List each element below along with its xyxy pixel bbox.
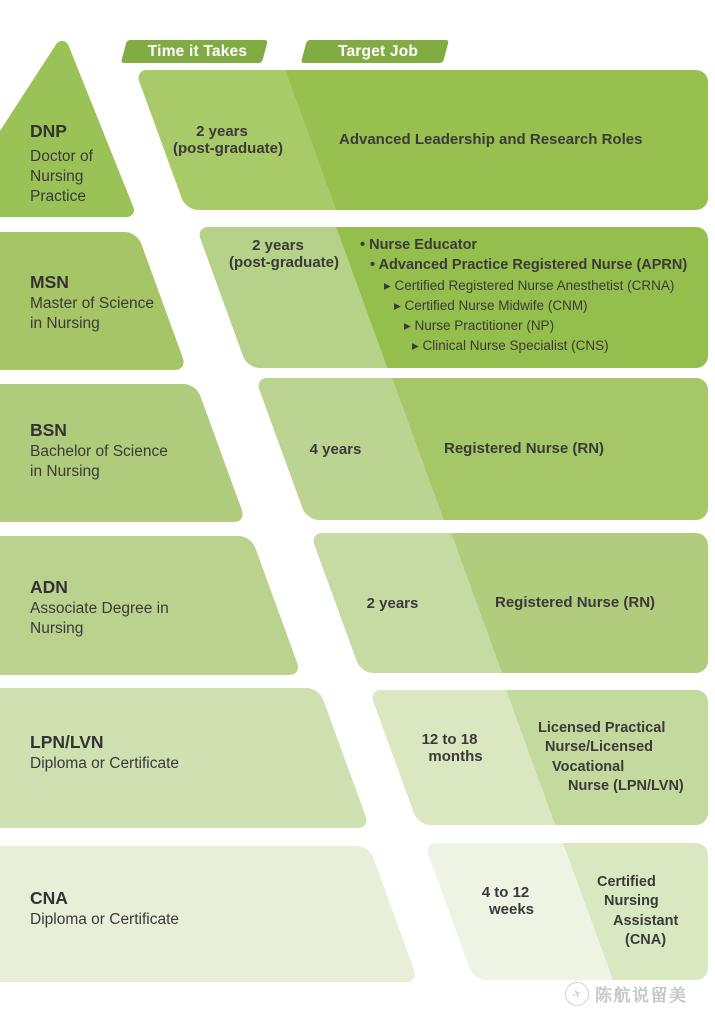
degree-name-line: Diploma or Certificate bbox=[30, 755, 180, 772]
degree-name-line: Practice bbox=[30, 188, 86, 205]
degree-abbr: CNA bbox=[30, 888, 68, 908]
degree-label-bsn bbox=[30, 418, 168, 482]
degree-name-line: Nursing bbox=[30, 168, 84, 185]
degree-label-dnp bbox=[30, 119, 93, 207]
time-value: 2 years bbox=[366, 594, 419, 612]
job-sub-item: ▸ Certified Registered Nurse Anesthetist (CRNA) bbox=[384, 278, 675, 293]
job-bullet: • Nurse Educator bbox=[360, 237, 478, 253]
job-sub-item: ▸ Nurse Practitioner (NP) bbox=[404, 318, 555, 333]
degree-abbr: DNP bbox=[30, 121, 67, 141]
job-value: Licensed Practical Nurse/Licensed Vocational Nurse (LPN/LVN) bbox=[538, 719, 684, 794]
time-value: 12 to 18 months bbox=[421, 730, 483, 765]
time-column-header: Time it Takes bbox=[147, 42, 248, 60]
degree-name-line: in Nursing bbox=[30, 315, 100, 332]
degree-name-line: Nursing bbox=[30, 620, 84, 637]
job-column-header: Target Job bbox=[337, 42, 419, 60]
job-sub-item: ▸ Clinical Nurse Specialist (CNS) bbox=[412, 338, 609, 353]
degree-abbr: LPN/LVN bbox=[30, 732, 104, 752]
job-value: Registered Nurse (RN) bbox=[495, 594, 656, 612]
time-value: 4 years bbox=[309, 440, 362, 458]
degree-abbr: MSN bbox=[30, 272, 69, 292]
degree-name-line: Bachelor of Science bbox=[30, 443, 168, 460]
degree-abbr: BSN bbox=[30, 420, 67, 440]
job-value: Advanced Leadership and Research Roles bbox=[339, 131, 643, 149]
degree-name-line: Doctor of bbox=[30, 148, 93, 165]
degree-label-cna bbox=[30, 886, 179, 930]
degree-name-line: Diploma or Certificate bbox=[30, 911, 180, 928]
time-value: 2 years (post-graduate) bbox=[229, 237, 339, 271]
degree-label-msn bbox=[30, 270, 154, 334]
time-value: 4 to 12 weeks bbox=[481, 883, 535, 918]
job-value: Certified Nursing Assistant (CNA) bbox=[597, 873, 679, 948]
watermark bbox=[565, 981, 688, 1006]
job-value bbox=[360, 227, 708, 355]
job-value: Registered Nurse (RN) bbox=[444, 440, 605, 458]
degree-label-lpn-lvn bbox=[30, 730, 179, 774]
degree-label-adn bbox=[30, 575, 169, 639]
job-bullet: • Advanced Practice Registered Nurse (APRN) bbox=[370, 257, 688, 273]
degree-name-line: Master of Science bbox=[30, 295, 155, 312]
degree-name-line: Associate Degree in bbox=[30, 600, 169, 617]
degree-abbr: ADN bbox=[30, 577, 68, 597]
degree-name-line: in Nursing bbox=[30, 463, 100, 480]
airplane-doodle-icon: ✈ bbox=[561, 978, 593, 1010]
time-value: 2 years (post-graduate) bbox=[173, 123, 283, 157]
job-sub-item: ▸ Certified Nurse Midwife (CNM) bbox=[394, 298, 588, 313]
watermark-text: 陈航说留美 bbox=[595, 986, 688, 1005]
